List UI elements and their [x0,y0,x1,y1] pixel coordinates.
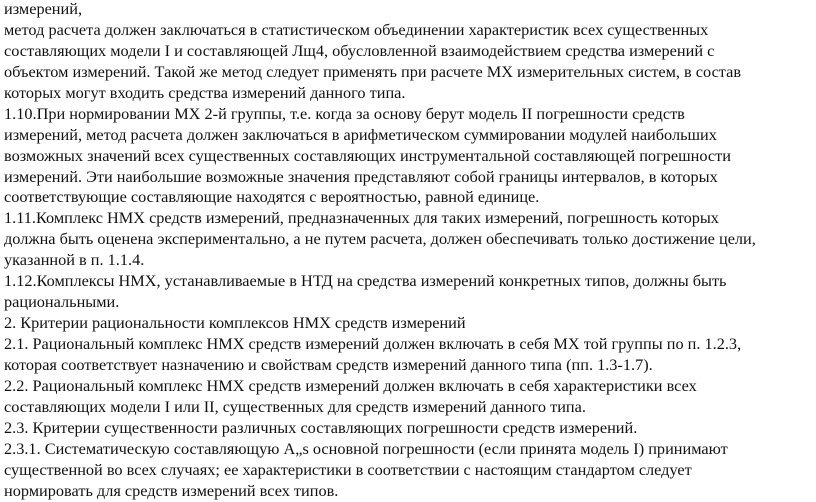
text-line: метод расчета должен заключаться в статистическом объединении характеристик всех существенных [4,19,709,39]
section-2-3-line: 2.3. Критерии существенности различных составляющих погрешности средств измерений. [4,417,638,437]
section-1-12-line: 1.12.Комплексы НМХ, устанавливаемые в НТД на средства измерений конкретных типов, должны быть [4,271,727,291]
section-1-11-line: 1.11.Комплекс НМХ средств измерений, предназначенных для таких измерений, погрешность которых [4,208,719,228]
text-line: составляющих модели I и составляющей Лщ4, обусловленной взаимодействием средства измерений с [4,40,715,60]
text-line: существенной во всех случаях; ее характеристики в соответствии с настоящим стандартом следует [4,459,692,479]
section-2-3-1-line: 2.3.1. Систематическую составляющую А„s основной погрешности (если принята модель I) принимают [4,438,728,458]
text-line: соответствующие составляющие находятся с вероятностью, равной единице. [4,187,540,207]
text-line: возможных значений всех существенных составляющих инструментальной составляющей погрешности [4,145,731,165]
text-line: указанной в п. 1.1.4. [4,250,145,270]
text-line: рациональными. [4,292,120,312]
text-line: объектом измерений. Такой же метод следует применять при расчете МХ измерительных систем, в состав [4,61,742,81]
section-2-1-line: 2.1. Рациональный комплекс НМХ средств измерений должен включать в себя МХ той группы по п. 1.2.3, [4,334,742,353]
document-body [4,0,812,502]
text-line: которых могут входить средства измерений данного типа. [4,82,406,102]
section-1-10-line: 1.10.При нормировании МХ 2-й группы, т.е. когда за основу берут модель II погрешности средств [4,103,685,123]
text-line: измерений. Эти наибольшие возможные значения представляют собой границы интервалов, в которых [4,166,718,186]
text-line: измерений, [4,0,83,18]
text-line: нормировать для средств измерений всех типов. [4,480,339,500]
section-2-heading: 2. Критерии рациональности комплексов НМХ средств измерений [4,313,466,333]
text-line: которая соответствует назначению и свойствам средств измерений данного типа (пп. 1.3-1.7). [4,354,653,374]
text-line: измерений, метод расчета должен заключаться в арифметическом суммировании модулей наибольших [4,124,717,144]
text-line: должна быть оценена экспериментально, а не путем расчета, должен обеспечивать только достижение цели, [4,229,756,249]
section-2-2-line: 2.2. Рациональный комплекс НМХ средств измерений должен включать в себя характеристики всех [4,375,697,395]
text-line: составляющих модели I или II, существенных для средств измерений данного типа. [4,396,586,416]
